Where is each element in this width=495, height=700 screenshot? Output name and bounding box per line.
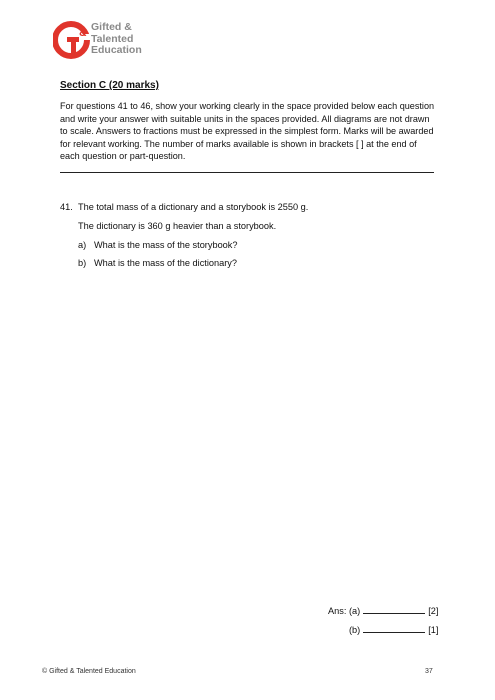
- answer-line-b: [349, 623, 438, 635]
- answer-b-marks: [1]: [428, 625, 439, 635]
- footer-copyright: © Gifted & Talented Education: [42, 668, 136, 675]
- answer-b-blank[interactable]: [363, 623, 425, 633]
- section-instructions: For questions 41 to 46, show your working clearly in the space provided below each question and write your answer with suitable units in the spaces provided. All diagrams are not drawn to scale. Answers to fractions must be expressed in the simplest form. Marks will be awarded for relevant working. The number of marks available is shown in brackets [ ] at the end of each question or part-question.: [60, 101, 435, 162]
- part-a-text: What is the mass of the storybook?: [94, 240, 238, 250]
- answer-line-a: [328, 604, 438, 616]
- logo-emblem-icon: [53, 20, 93, 60]
- part-b-label: b): [78, 258, 87, 268]
- page-number: 37: [425, 668, 433, 675]
- question-stem: The total mass of a dictionary and a storybook is 2550 g.: [78, 202, 309, 212]
- question-part-b: [78, 258, 237, 268]
- logo-line-1: Gifted &: [91, 21, 132, 33]
- logo-line-2: Talented: [91, 32, 134, 45]
- answer-a-blank[interactable]: [363, 604, 425, 614]
- answer-a-marks: [2]: [428, 606, 439, 616]
- answer-a-label: (a): [348, 606, 361, 616]
- logo-line-3: Education: [91, 44, 142, 56]
- question-info: The dictionary is 360 g heavier than a storybook.: [78, 221, 277, 231]
- part-b-text: What is the mass of the dictionary?: [94, 258, 237, 268]
- svg-text:&: &: [79, 29, 87, 39]
- logo-wordmark: [91, 22, 142, 57]
- answer-prefix: Ans:: [328, 606, 347, 616]
- section-title: Section C (20 marks): [60, 80, 159, 91]
- section-divider: [60, 172, 434, 173]
- part-a-label: a): [78, 240, 87, 250]
- question-number: 41.: [60, 202, 73, 212]
- gte-logo: [53, 20, 163, 60]
- answer-b-label: (b): [349, 625, 361, 635]
- question-part-a: [78, 240, 238, 250]
